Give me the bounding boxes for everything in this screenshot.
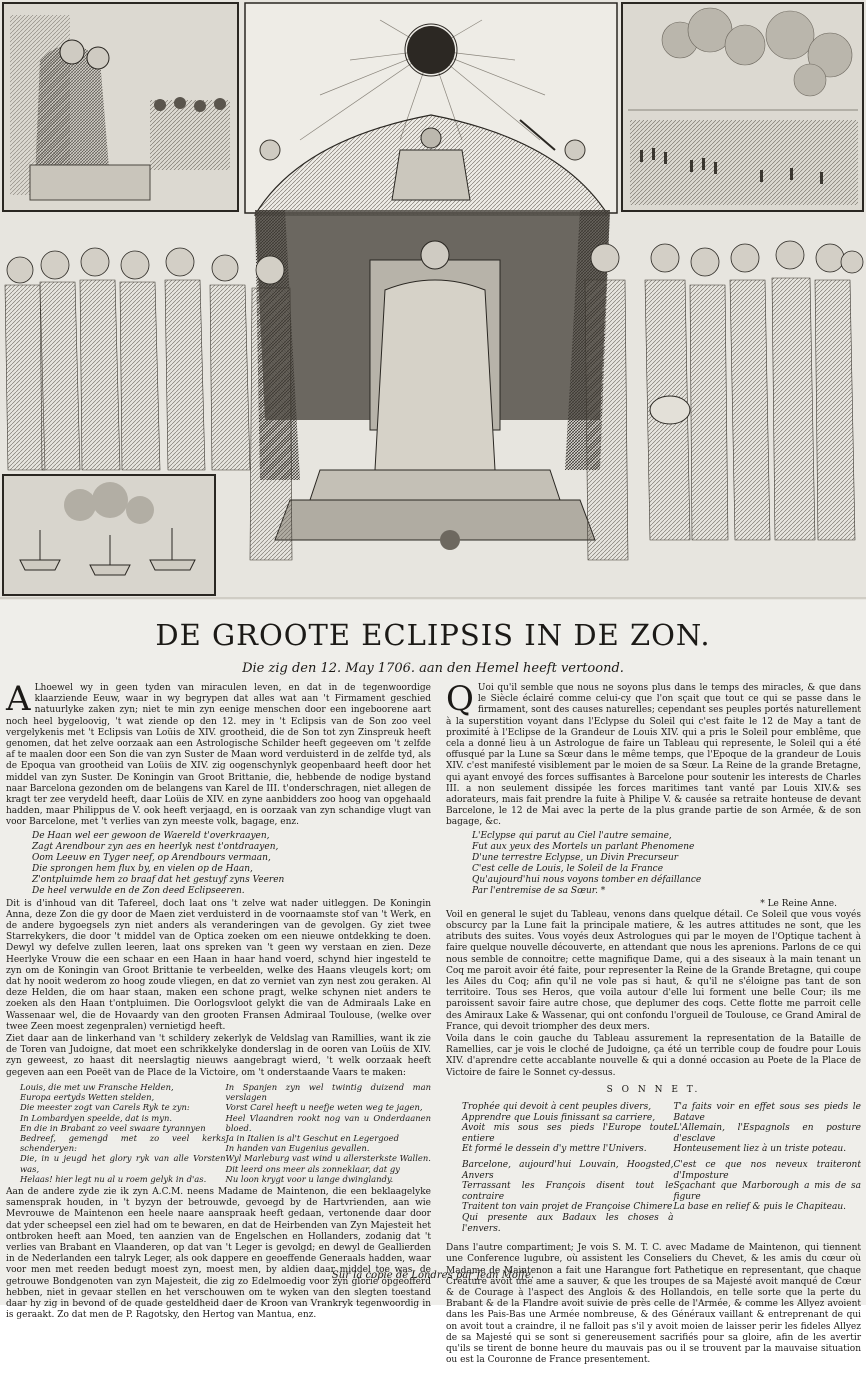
thistle-icon [440,530,460,550]
royal-coat-of-arms-icon [392,150,470,200]
engraving-illustration [0,0,866,600]
footnote: * Le Reine Anne. [760,898,837,909]
panel-bottom-left-fleet [3,475,215,595]
sonnet-tercet-2: C'est ce que nos neveux traiteront d'Imposture Sçachant que Marborough a mis de sa figure La base en relief & puis le Chapiteau. [673,1160,861,1213]
dutch-verse-2: Louis, die met uw Fransche Helden, Europa eertyds Wetten stelden, Die meester zogt van Carels Ryk te zyn: In Lombardyen speelde, dat is myn. En die in Brabant zo veel swaare tyrannyen Bedreef, gemengd met zo veel kerks schenderyen: Die, in u jeugd het glory ryk van alle Vorsten was, Helaas! hier legt nu al u roem gelyk in d'as. In Spanjen zyn wel twintig duizend man verslagen Vorst Carel heeft u neefje weten weg te jagen, Heel Vlaandren rookt nog van u Onderdaanen bloed. Ja in Italien is al't Geschut en Legergoed In handen van Eugenius gevallen. Wyl Marleburg vast wind u allersterkste Wallen. Dit leerd ons meer als zonneklaar, dat gy Nu loon krygt voor u lange dwinglandy. [20,1081,431,1184]
panel-top-center-eclipse [245,3,617,215]
tricorn-hat-icon [650,396,690,424]
french-text-column [446,679,861,1367]
dutch-paragraph-4: Aan de andere zyde zie ik zyn A.C.M. neens Madame de Maintenon, die een beklaagelyke samensprak houden, in 't byzyn der betrouwde, gevoegd by de Hartvrienden, aan wie Mevrouwe de Maintenon een heele naare aanspraak heeft gedaan, vertonende daar door dat yder scheepsel een ziel had om te bewaren, en dat de Heirbenden van Zyn Majesteit het ontbroken heeft aan Moed, ten aanzien van de Engelschen en Hollanders, zodanig dat 't verlies van Brabant en Vlaanderen, op dat van 't Leger is gevolgd; en dewyl de Geallierden in de Nederlanden een talryk Leger, als ook dappere en geoeffende Generaals hadden, waar voor men met reeden bedugt moest zyn, moest men, by aldien daar middel toe was, de getrouwe Bondgenoten van zyn Majesteit, die zig zo Edelmoedig voor zyn glorie opgeofferd hebben, niet in gevaar stellen en het verschouwen om te wyken van den slegten toestand daar hy zig in bevond of de quade gesteldheid daer de Kroon van Vrankryk tegenwoordig in is geraakt. Zo dat men de P. Ragotsky, den Hertog van Mantua, enz. [6,1186,431,1321]
dutch-paragraph-2: Dit is d'inhoud van dit Tafereel, doch laat ons 't zelve wat nader uitleggen. De Koningin Anna, deze Zon die gy door de Maen ziet verduisterd in de voornaamste stof van 't Werk, en de andere bygoegsels zyn niet anders als veranderingen van de gevolgen. Gy ziet twee Starrekykers, die door 't middel van de Optica zoeken om een nieuwe ontdekking te doen. Dewyl wy defelve zullen leeren, laat ons spreken van 't geen wy verstaan en zien. Deze Heerlyke Vrouw die een schaar en een Haan in haar hand voerd, schynd hier ingesteld te zyn om de Koningin van Groot Brittanie te verbeelden, welke des Haans vleugels kort; om dat hy nooit wederom zo hoog zoude vliegen, en dat zo verniet van zyn nest zou geraken. Al deze Helden, die om haar staan, maken een schone pragt, welke schynen niet anders te zoeken als den Haan t'ontpluimen. Die Oorlogsvloot gelykt die van de Admiraals Lake en Wassenaar wel, die de Hovaardy van den grooten Fransen Admiraal Toulouse, (welke over twee Zeen moest zegenpralen) vernietigd heeft. [6,898,431,1032]
imprint-line: Sur la copie de Londres par Jean Moffe. [331,1270,535,1281]
page-subtitle: Die zig den 12. May 1706. aan den Hemel heeft vertoond. [242,661,624,676]
french-paragraph-2: Voil en general le sujet du Tableau, venons dans quelque détail. Ce Soleil que vous voyés obscurcy par la Lune fait la principale matiere, & les autres attitudes ne sont, que les atributs des suites. Vous voyés deux Astrologues qui par le moyen de l'Optique tachent à faire quelque nouvelle découverte, en attendant que nous les aprenions. Parlons de ce qui nous semble de connoitre; cette magnifique Dame, qui a des siseaux à la main tenant un Coq me paroit avoir été faite, pour representer la Reine de la Grande Bretagne, qui coupe les Ailes du Coq; afin qu'il ne vole pas si haut, & qu'il ne s'éloigne pas tant de son territoire. Tous ses Heros, que voila autour d'elle lui forment une belle Cour; ils me paroissent savoir faire autre chose, que deplumer des coqs. Cette flotte me parroit celle des Amiraux Lake & Wassenar, qui ont confondu l'orgueil de Toulouse, ce Grand Amiral de France, qui devoit triompher des deux mers. [446,909,861,1032]
sonnet [462,1102,861,1239]
french-intro-paragraph: Q Uoi qu'il semble que nous ne soyons plus dans le temps des miracles, & que dans le Siècle éclairé comme celui-cy que l'on sçait que tout ce qui se passe dans le firmament, sont des causes naturelles; cependant ses peuples portés naturellement à la superstition voyant dans l'Eclypse du Soleil qui c'est faite le 12 de May a tant de proximité à l'Eclipse de la Grandeur de Louis XIV. qui a pris le Soleil pour emblême, que cela a donné lieu à un Astrologue de faire un Tableau qui represente, le Soleil qui a été offusqué par la Lune sa Sœur dans le même temps, que l'Epoque de la grandeur de Louis XIV. c'est manifesté visiblement par le moien de sa Sœur. La Reine de la grande Bretagne, qui ayant envoyé des forces suffisantes à Barcelone pour soutenir les interests de Charles III. a non seulement dissipée les forces maritimes tant vanté par Louis XIV.& ses adorateurs, mais fait prendre la fuite à Philipe V. & causée sa retraite honteuse de devant Barcelone, le 12 de Mai avec la perte de la plus grande partie de son Armée, & de son bagage, &c. [446,679,861,828]
dutch-verse-1: De Haan wel eer gewoon de Waereld t'overkraayen, Zagt Arendbour zyn aes en heerlyk nest t'ontdraayen, Oom Leeuw en Tyger neef, op Arendbours vermaan, Die sprongen hem flux by, en vielen op de Haan, Z'ontpluimde hem zo braaf dat het gestuyf zyns Veeren De heel verwulde en de Zon deed Eclipseeren. [32,830,285,896]
sonnet-quatrain-1: Trophée qui devoit à cent peuples divers, Apprendre que Louis finissant sa carriere, Avoit mis sous ses pieds l'Europe toute entiere Et formé le dessein d'y mettre l'Univers. [462,1102,674,1155]
dutch-intro-paragraph: A Lhoewel wy in geen tyden van miraculen leven, en dat in de tegenwoordige klaarziende Eeuw, waar in wy begrypen dat alles wat aan 't Firmament geschied natuurlyke zaken zyn; niet te min zyn eenige menschen door een ingeboorene aart noch heel bygeloovig, 't wat ziende op den 12. mey in 't Eclipsis van de Son zoo veel vergelykenis met 't Eclipsis van Loüis de XIV. grootheid, die de Son tot zyn Zinspreuk heeft genomen, dat het zelve oorzaak aan een Astrologische Schilder heeft gegeeven om 't zelfde af te maalen door een Son die van zyn Suster de Maan word verduisterd in de zelfde tyd, als de Epoqua van grootheid van Loüis de XIV. zig oogenschynlyk geopenbaard heeft door het middel van zyn Suster. De Koningin van Groot Brittanie, die, hebbende de nodige bystand naar Barcelona gezonden om de belangens van Karel de III. t'onderschragen, niet allegen de kragt ter zee verydeld heeft, daar Loüis de XIV. en zyne aanbidders zoo hoog van opgehaald hadden, maar Philippus de V. ook heeft verjaagd, en is oorzaak van zyn schandige vlugt van voor Barcelone, met 't verlies van zyn meeste volk, bagage, enz. [6,679,431,828]
french-paragraph-3: Voila dans le coin gauche du Tableau assurement la representation de la Bataille de Ramellies, car je vois le cloché de Judoigne, ça été un terrible coup de foudre pour Louis XIV. d'aprendre cette accablante nouvelle & qui a donné occasion au Poete de la Place de Victoire de faire le Sonnet cy-dessus. [446,1034,861,1078]
french-dropcap: Q [446,679,474,719]
allegorical-scene [0,0,866,600]
panel-top-right-battle [622,3,863,211]
dutch-dropcap: A [6,679,31,719]
french-paragraph-4: Dans l'autre compartiment; Je vois S. M. T. C. avec Madame de Maintenon, qui tiennent une Conference lugubre, où assistent les Conseliers du Chevet, & les amis du cœur où Madame de Maintenon a fait une Harangue fort Pathetique en representant, que chaque Créature avoit une ame a sauver, & que les troupes de sa Majesté avoit manqué de Cœur & de Courage à l'aspect des Anglois & des Hollandois, en telle sorte que la perte du Brabant & de la Flandre avoit suivie de près celle de l'Armée, & comme les Allyez avoient dans les Pais-Bas une Armée nombreuse, & des Généraux vaillant & entreprenant de qui on avoit tout a craindre, il ne falloit pas s'il y avoit moien de laisser perir les fideles Allyez de sa Majesté qui se sont si genereusement sacrifiés pour sa gloire, afin de les avertir qu'ils se tirent de bonne heure du mauvais pas ou il se trouvent par la mauvaise situation ou est la Couronne de France presentement. [446,1243,861,1366]
page-title: DE GROOTE ECLIPSIS IN DE ZON. [155,618,711,652]
dutch-paragraph-3: Ziet daar aan de linkerhand van 't schildery zekerlyk de Veldslag van Ramillies, want ik zie de Toren van Judoigne, dat moet een schrikkelyke donderslag in de ooren van Loüis de XIV. zyn geweest, zo haast dit neerslagtig nieuws aangebragt wierd, 't welk oorzaak heeft gegeven aan een Poeët van de Place de la Victoire, om 't onderstaande Vaars te maken: [6,1034,431,1078]
dutch-text-column [6,679,431,1322]
sonnet-heading: S O N N E T. [606,1084,701,1095]
panel-top-left-court [3,3,238,211]
sonnet-tercet-1: T'a faits voir en effet sous ses pieds le Batave L'Allemain, l'Espagnols en posture d'esclave Honteusement liez à un triste poteau. [673,1102,861,1155]
sonnet-quatrain-2: Barcelone, aujourd'hui Louvain, Hoogsted, Anvers Terrassant les François disent tout le contraire Traitent ton vain projet de Françoise Chimere Qui presente aux Badaux les choses à l'envers. [462,1160,674,1234]
eclipsed-sun-icon [407,26,455,74]
french-verse-1: L'Eclypse qui parut au Ciel l'autre semaine, Fut aux yeux des Mortels un parlant Phenomene D'une terrestre Eclypse, un Divin Precurseur C'est celle de Louis, le Soleil de la France Qu'aujourd'hui nous voyons tomber en défaillance Par l'entremise de sa Sœur. * [472,830,702,896]
